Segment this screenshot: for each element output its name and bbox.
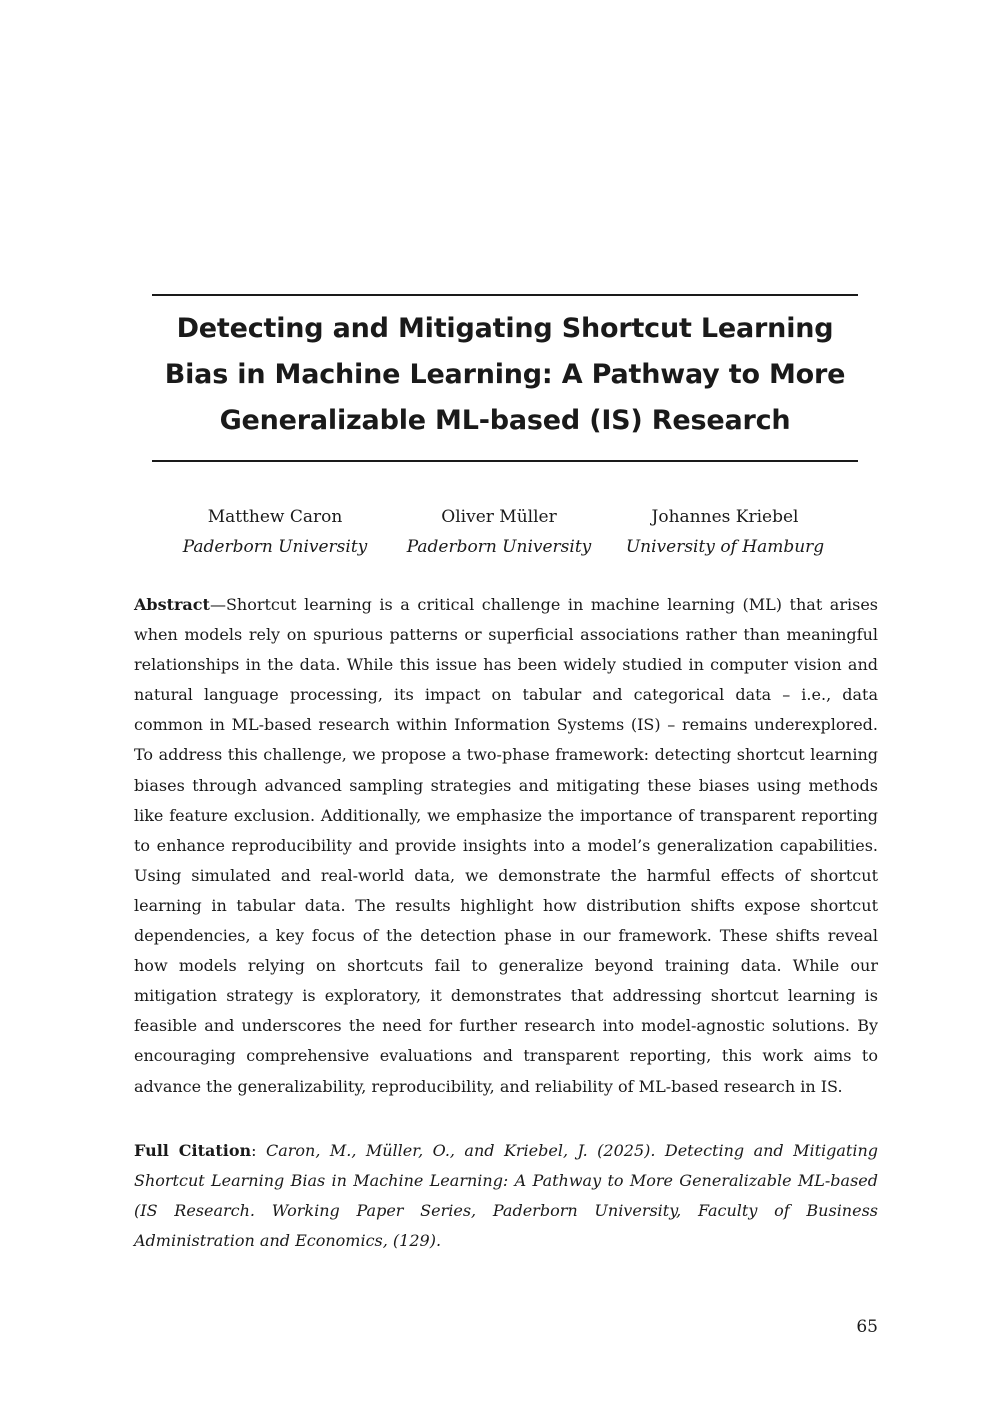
author-name: Oliver Müller [441, 507, 557, 527]
title-bottom-rule [152, 460, 858, 462]
author-block [384, 502, 614, 562]
author-affiliation: University of Hamburg [625, 537, 825, 557]
abstract-separator: — [209, 595, 226, 614]
abstract-label: Abstract [134, 595, 210, 614]
title-top-rule [152, 294, 858, 296]
paper-title [152, 306, 858, 444]
citation-label: Full Citation [134, 1141, 252, 1160]
page-number: 65 [856, 1317, 878, 1337]
author-affiliation: Paderborn University [406, 537, 592, 557]
abstract [134, 590, 878, 1102]
title-line: Bias in Machine Learning: A Pathway to More [164, 359, 846, 390]
citation-separator: : [251, 1141, 266, 1160]
full-citation [134, 1136, 878, 1256]
title-line: Generalizable ML-based (IS) Research [219, 405, 791, 436]
title-line: Detecting and Mitigating Shortcut Learning [176, 313, 834, 344]
author-name: Johannes Kriebel [651, 507, 799, 527]
abstract-text: Shortcut learning is a critical challenge in machine learning (ML) that arises when models rely on spurious patterns or superficial associations rather than meaningful relationships in the data. While this issue has been widely studied in computer vision and natural language processing, its impact on tabular and categorical data – i.e., data common in ML-based research within Information Systems (IS) – remains underexplored. To address this challenge, we propose a two-phase framework: detecting shortcut learning biases through advanced sampling strategies and mitigating these biases using methods like feature exclusion. Additionally, we emphasize the importance of transparent reporting to enhance reproducibility and provide insights into a model’s generalization capabilities. Using simulated and real-world data, we demonstrate the harmful effects of shortcut learning in tabular data. The results highlight how distribution shifts expose shortcut dependencies, a key focus of the detection phase in our framework. These shifts reveal how models relying on shortcuts fail to generalize beyond training data. While our mitigation strategy is exploratory, it demonstrates that addressing shortcut learning is feasible and underscores the need for further research into model-agnostic solutions. By encouraging comprehensive evaluations and transparent reporting, this work aims to advance the generalizability, reproducibility, and reliability of ML-based research in IS. [134, 595, 878, 1096]
author-affiliation: Paderborn University [182, 537, 368, 557]
author-list [152, 502, 858, 562]
author-name: Matthew Caron [207, 507, 343, 527]
citation-text: Caron, M., Müller, O., and Kriebel, J. (2025). Detecting and Mitigating Shortcut Learning Bias in Machine Learning: A Pathway to More Generalizable ML-based (IS Research. Working Paper Series, Paderborn University, Faculty of Business Administration and Economics, (129). [134, 1141, 879, 1251]
author-block [610, 502, 840, 562]
author-block [160, 502, 390, 562]
